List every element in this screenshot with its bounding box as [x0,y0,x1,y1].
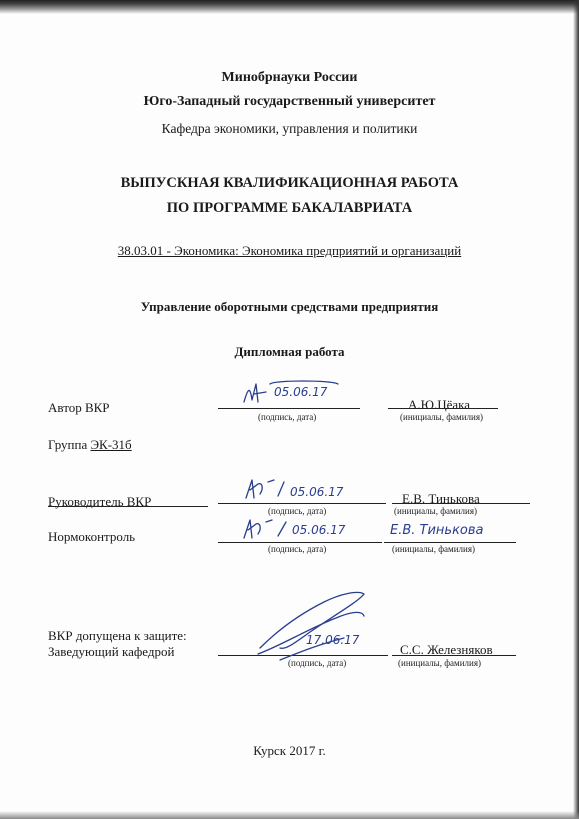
group-label: Группа [48,437,88,452]
author-name: А.Ю.Цёака [408,397,471,412]
group-value: ЭК-31б [90,437,132,452]
supervisor-label-underline [48,506,208,507]
head-name-hint: (инициалы, фамилия) [398,658,481,668]
work-title-line2: ПО ПРОГРАММЕ БАКАЛАВРИАТА [166,200,413,216]
head-name: С.С. Железняков [400,642,493,657]
supervisor-handwritten-date: 05.06.17 [290,485,344,499]
supervisor-name-hint: (инициалы, фамилия) [394,506,477,516]
norm-control-handwritten-name-text: Е.В. Тинькова [390,523,484,538]
norm-control-handwritten-date: 05.06.17 [292,523,346,537]
work-type: Дипломная работа [234,344,345,359]
author-name-hint: (инициалы, фамилия) [400,412,483,422]
supervisor-name-line [392,503,530,504]
norm-control-name-line [384,542,516,543]
department-name: Кафедра экономики, управления и политики [161,121,418,136]
city-year: Курск 2017 г. [253,743,326,758]
admission-line1: ВКР допущена к защите: [48,628,187,643]
norm-control-handwritten-name [384,516,514,542]
group-row [48,437,132,453]
supervisor-signature [242,474,372,504]
head-name-line [392,655,516,656]
work-title-line1: ВЫПУСКНАЯ КВАЛИФИКАЦИОННАЯ РАБОТА [120,175,459,191]
supervisor-signature-hint: (подпись, дата) [268,506,327,516]
author-signature [240,380,370,410]
admission-line2: Заведующий кафедрой [48,644,175,659]
thesis-topic: Управление оборотными средствами предприятия [140,299,439,314]
norm-control-signature-hint: (подпись, дата) [268,544,327,554]
norm-control-label: Нормоконтроль [48,529,136,544]
head-signature-hint: (подпись, дата) [288,658,347,668]
supervisor-label: Руководитель ВКР [48,494,152,509]
scan-shadow-top [0,0,579,14]
author-label: Автор ВКР [48,400,110,415]
scan-shadow-bottom [0,811,579,819]
norm-control-signature [240,512,380,544]
head-signature [240,588,390,668]
author-name-line [388,408,498,409]
ministry-name: Минобрнауки России [221,70,358,85]
supervisor-name: Е.В. Тинькова [402,491,480,506]
head-handwritten-date: 17.06.17 [306,633,360,647]
norm-control-name-hint: (инициалы, фамилия) [392,544,475,554]
author-signature-hint: (подпись, дата) [258,412,317,422]
university-name: Юго-Западный государственный университет [143,94,436,109]
specialty-line: 38.03.01 - Экономика: Экономика предприятий и организаций [117,243,462,258]
author-handwritten-date: 05.06.17 [274,385,328,399]
